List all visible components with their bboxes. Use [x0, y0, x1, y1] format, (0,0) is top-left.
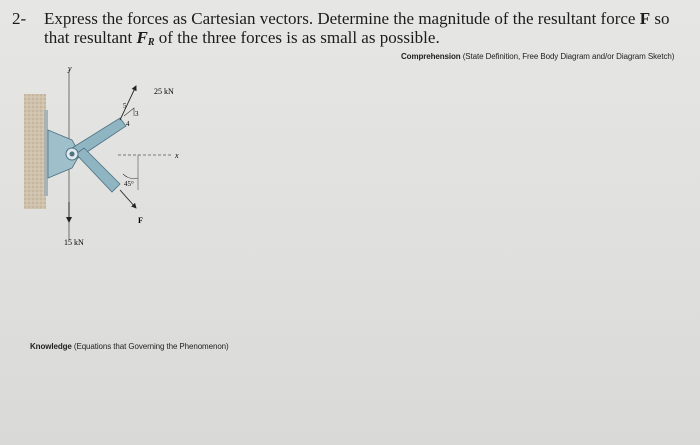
question-text-part2: so that resultant [44, 9, 670, 47]
force-F-symbol: F [639, 9, 651, 28]
wall-support [24, 94, 46, 209]
comprehension-note [401, 52, 674, 61]
question-text [44, 9, 694, 52]
angle-45-label: 45° [124, 180, 134, 188]
force-diagram [20, 62, 200, 257]
knowledge-detail: (Equations that Governing the Phenomenon) [73, 342, 229, 351]
slope-4-label: 4 [126, 120, 130, 128]
angle-arc [123, 174, 138, 179]
force-F-arrow [120, 190, 136, 208]
force-F-label: F [138, 216, 143, 225]
x-axis-label: x [175, 151, 179, 160]
pin-center [70, 152, 75, 157]
comprehension-label: Comprehension [401, 52, 461, 61]
slope-3-label: 3 [135, 110, 139, 118]
question-number: 2- [12, 9, 27, 28]
slope-5-label: 5 [123, 102, 127, 110]
force-15kN-label: 15 kN [64, 238, 84, 247]
resultant-symbol: F [136, 28, 148, 47]
force-diagram-svg [20, 62, 200, 257]
knowledge-note [30, 342, 229, 351]
comprehension-detail: (State Definition, Free Body Diagram and/or Diagram Sketch) [462, 52, 675, 61]
lower-member [76, 148, 120, 192]
question-text-part1: Express the forces as Cartesian vectors. Determine the magnitude of the resultant force [44, 9, 640, 28]
question-text-part3: of the three forces is as small as possible. [154, 28, 440, 47]
force-25kN-label: 25 kN [154, 87, 174, 96]
knowledge-label: Knowledge [30, 342, 72, 351]
y-axis-label: y [68, 64, 72, 73]
resultant-subscript: R [147, 37, 155, 48]
wall-plate [44, 110, 48, 196]
